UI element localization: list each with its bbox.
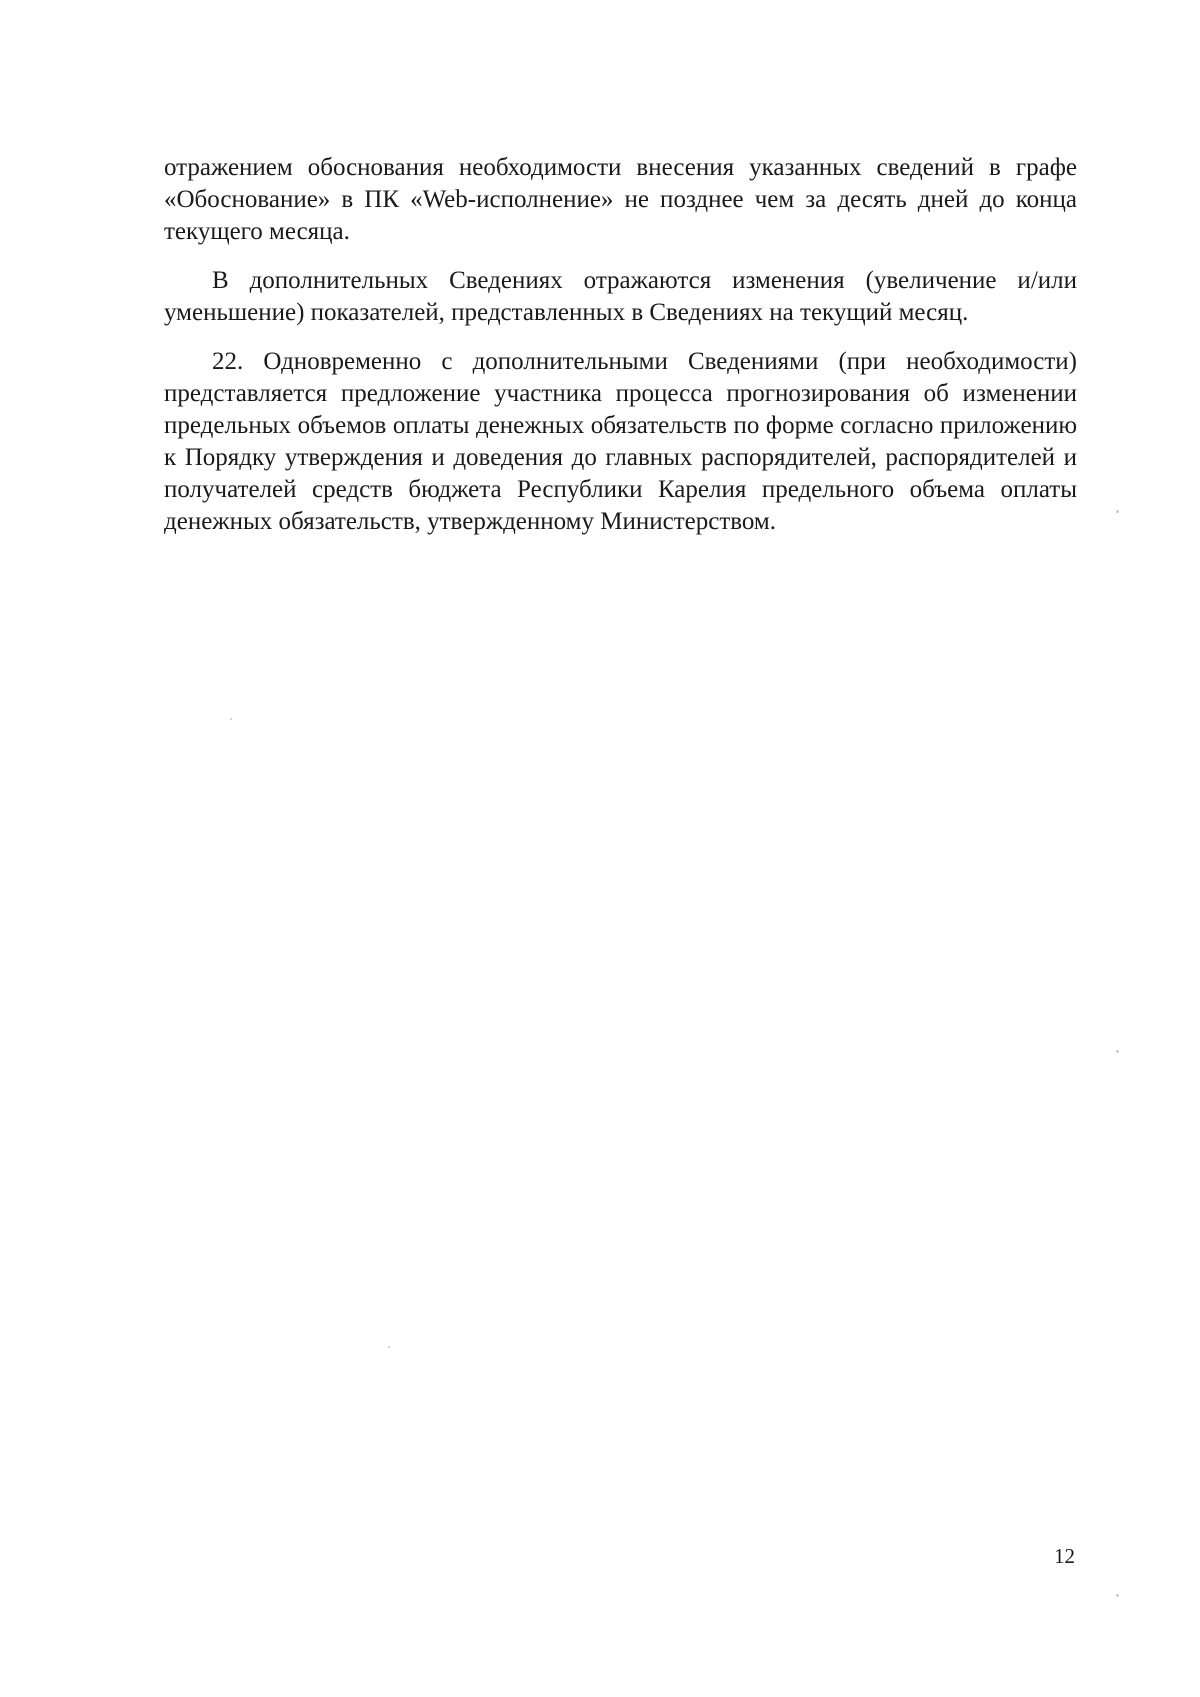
document-body: [164, 152, 1077, 555]
scan-speck: [230, 718, 232, 720]
scan-speck: [1116, 1594, 1119, 1597]
paragraph-item-22: 22. Одновременно с дополнительными Сведениями (при необходимости) представляется предложение участника процесса прогнозирования об изменении предельных объемов оплаты денежных обязательств по форме согласно приложению к Порядку утверждения и доведения до главных распорядителей, распорядителей и получателей средств бюджета Республики Карелия предельного объема оплаты денежных обязательств, утвержденному Министерством.: [164, 348, 1077, 535]
scan-speck: [388, 1346, 390, 1348]
paragraph-continuation: отражением обоснования необходимости внесения указанных сведений в графе «Обоснование» в ПК «Web-исполнение» не позднее чем за десять дней до конца текущего месяца.: [164, 154, 1077, 245]
scan-speck: [1116, 510, 1119, 513]
scan-speck: [1116, 1050, 1119, 1053]
page-number: 12: [1054, 1544, 1075, 1568]
paragraph-additional-info: В дополнительных Сведениях отражаются изменения (увеличение и/или уменьшение) показателей, представленных в Сведениях на текущий месяц.: [164, 267, 1077, 326]
